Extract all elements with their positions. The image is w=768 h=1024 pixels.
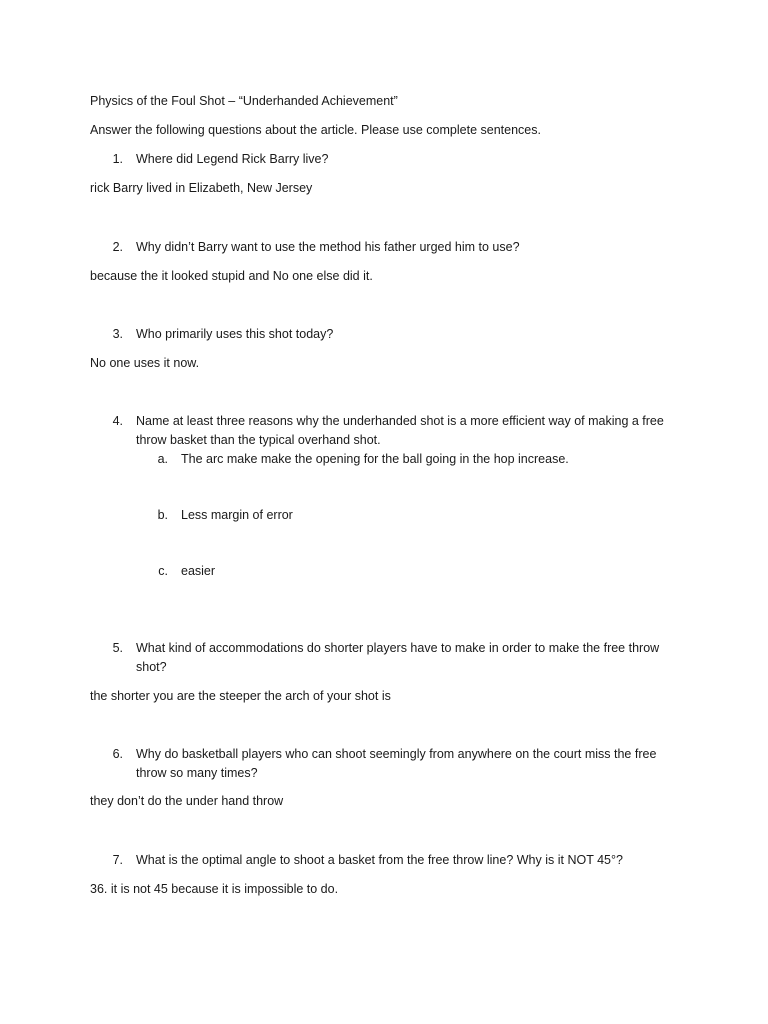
sub-item-letter: a.	[157, 452, 168, 466]
answer-text: they don’t do the under hand throw	[90, 794, 284, 808]
answer-text: 36. it is not 45 because it is impossible to do.	[90, 882, 339, 896]
question-number: 1.	[112, 152, 123, 166]
answer-text: the shorter you are the steeper the arch of your shot is	[90, 689, 391, 703]
question-text: Name at least three reasons why the underhanded shot is a more efficient way of making a free throw basket than the typical overhand shot.	[136, 414, 664, 447]
sub-item-text: The arc make make the opening for the ball going in the hop increase.	[181, 452, 569, 466]
question-number: 2.	[112, 240, 123, 254]
question-text: Why do basketball players who can shoot seemingly from anywhere on the court miss the free throw so many times?	[136, 747, 657, 780]
answer-text: because the it looked stupid and No one else did it.	[90, 269, 373, 283]
instructions: Answer the following questions about the article. Please use complete sentences.	[90, 123, 541, 137]
question-number: 6.	[112, 747, 123, 761]
question-number: 3.	[112, 327, 123, 341]
answer-text: rick Barry lived in Elizabeth, New Jersey	[90, 181, 313, 195]
sub-item-letter: c.	[158, 564, 168, 578]
question-number: 5.	[112, 641, 123, 655]
sub-item-text: easier	[181, 564, 216, 578]
question-text: Why didn’t Barry want to use the method his father urged him to use?	[136, 240, 520, 254]
question-text: Where did Legend Rick Barry live?	[136, 152, 329, 166]
question-text: Who primarily uses this shot today?	[136, 327, 334, 341]
question-text: What is the optimal angle to shoot a basket from the free throw line? Why is it NOT 45°?	[136, 853, 623, 867]
question-number: 7.	[112, 853, 123, 867]
question-text: What kind of accommodations do shorter players have to make in order to make the free throw shot?	[136, 641, 660, 674]
sub-item-text: Less margin of error	[181, 508, 293, 522]
answer-text: No one uses it now.	[90, 356, 200, 370]
sub-item-letter: b.	[157, 508, 168, 522]
document-title: Physics of the Foul Shot – “Underhanded Achievement”	[90, 94, 398, 108]
question-number: 4.	[112, 414, 123, 428]
